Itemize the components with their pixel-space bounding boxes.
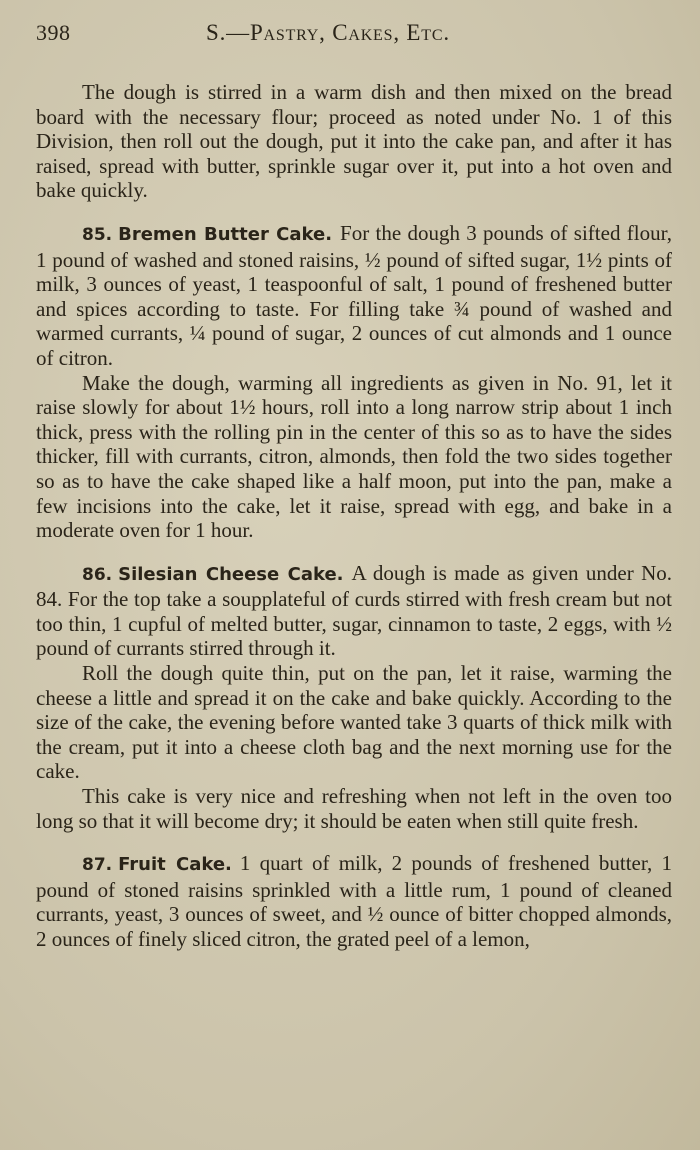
recipe-paragraph: This cake is very nice and refreshing when not left in the oven too long so that it will become dry; it should be eaten when still quite fresh. bbox=[36, 784, 672, 833]
recipe-86 bbox=[36, 561, 672, 834]
intro-paragraph: The dough is stirred in a warm dish and then mixed on the bread board with the necessary flour; proceed as noted under No. 1 of this Division, then roll out the dough, put it into the cake pan, and after it has raised, spread with butter, sprinkle sugar over it, put into a hot oven and bake quickly. bbox=[36, 80, 672, 203]
running-head: S.—Pastry, Cakes, Etc. bbox=[206, 20, 450, 45]
page-header bbox=[36, 20, 676, 54]
recipe-number: 87. bbox=[82, 855, 113, 876]
recipe-title: Silesian Cheese Cake. bbox=[118, 563, 344, 585]
recipe-text: A dough is made as given under No. 84. For the top take a soupplateful of curds stirred with fresh cream but not too thin, 1 cupful of melted butter, sugar, cinnamon to taste, 2 eggs, with ½ pound of currants stirred through it. bbox=[36, 560, 672, 661]
recipe-title: Bremen Butter Cake. bbox=[118, 223, 333, 245]
recipe-paragraph: Roll the dough quite thin, put on the pan, let it raise, warming the cheese a little and spread it on the cake and bake quickly. According to the size of the cake, the evening before wanted take 3 quarts of thick milk with the cream, put it into a cheese cloth bag and the next morning use for the cake. bbox=[36, 661, 672, 784]
recipe-87 bbox=[36, 851, 672, 951]
recipe-paragraph: Make the dough, warming all ingredients as given in No. 91, let it raise slowly for about 1½ hours, roll into a long narrow strip about 1 inch thick, press with the rolling pin in the center of this so as to have the sides thicker, fill with currants, citron, almonds, then fold the two sides together so as to have the cake shaped like a half moon, put into the pan, make a few incisions into the cake, let it raise, spread with egg, and bake in a moderate oven for 1 hour. bbox=[36, 370, 672, 543]
recipe-number: 85. bbox=[82, 224, 113, 245]
page-body bbox=[36, 80, 672, 952]
recipe-title: Fruit Cake. bbox=[118, 854, 232, 876]
recipe-number: 86. bbox=[82, 564, 113, 585]
recipe-text: For the dough 3 pounds of sifted flour, 1 pound of washed and stoned raisins, ½ pound of sifted sugar, 1½ pints of milk, 3 ounces of yeast, 1 teaspoonful of salt, 1 pound of freshened butter and spices according to taste. For filling take ¾ pound of washed and warmed currants, ¼ pound of sugar, 2 ounces of cut almonds and 1 ounce of citron. bbox=[36, 220, 672, 370]
recipe-text: 1 quart of milk, 2 pounds of freshened butter, 1 pound of stoned raisins sprinkled with a little rum, 1 pound of cleaned currants, yeast, 3 ounces of sweet, and ½ ounce of bitter chopped almonds, 2 ounces of finely sliced citron, the grated peel of a lemon, bbox=[36, 851, 672, 951]
page-number: 398 bbox=[36, 20, 71, 45]
recipe-85 bbox=[36, 221, 672, 543]
